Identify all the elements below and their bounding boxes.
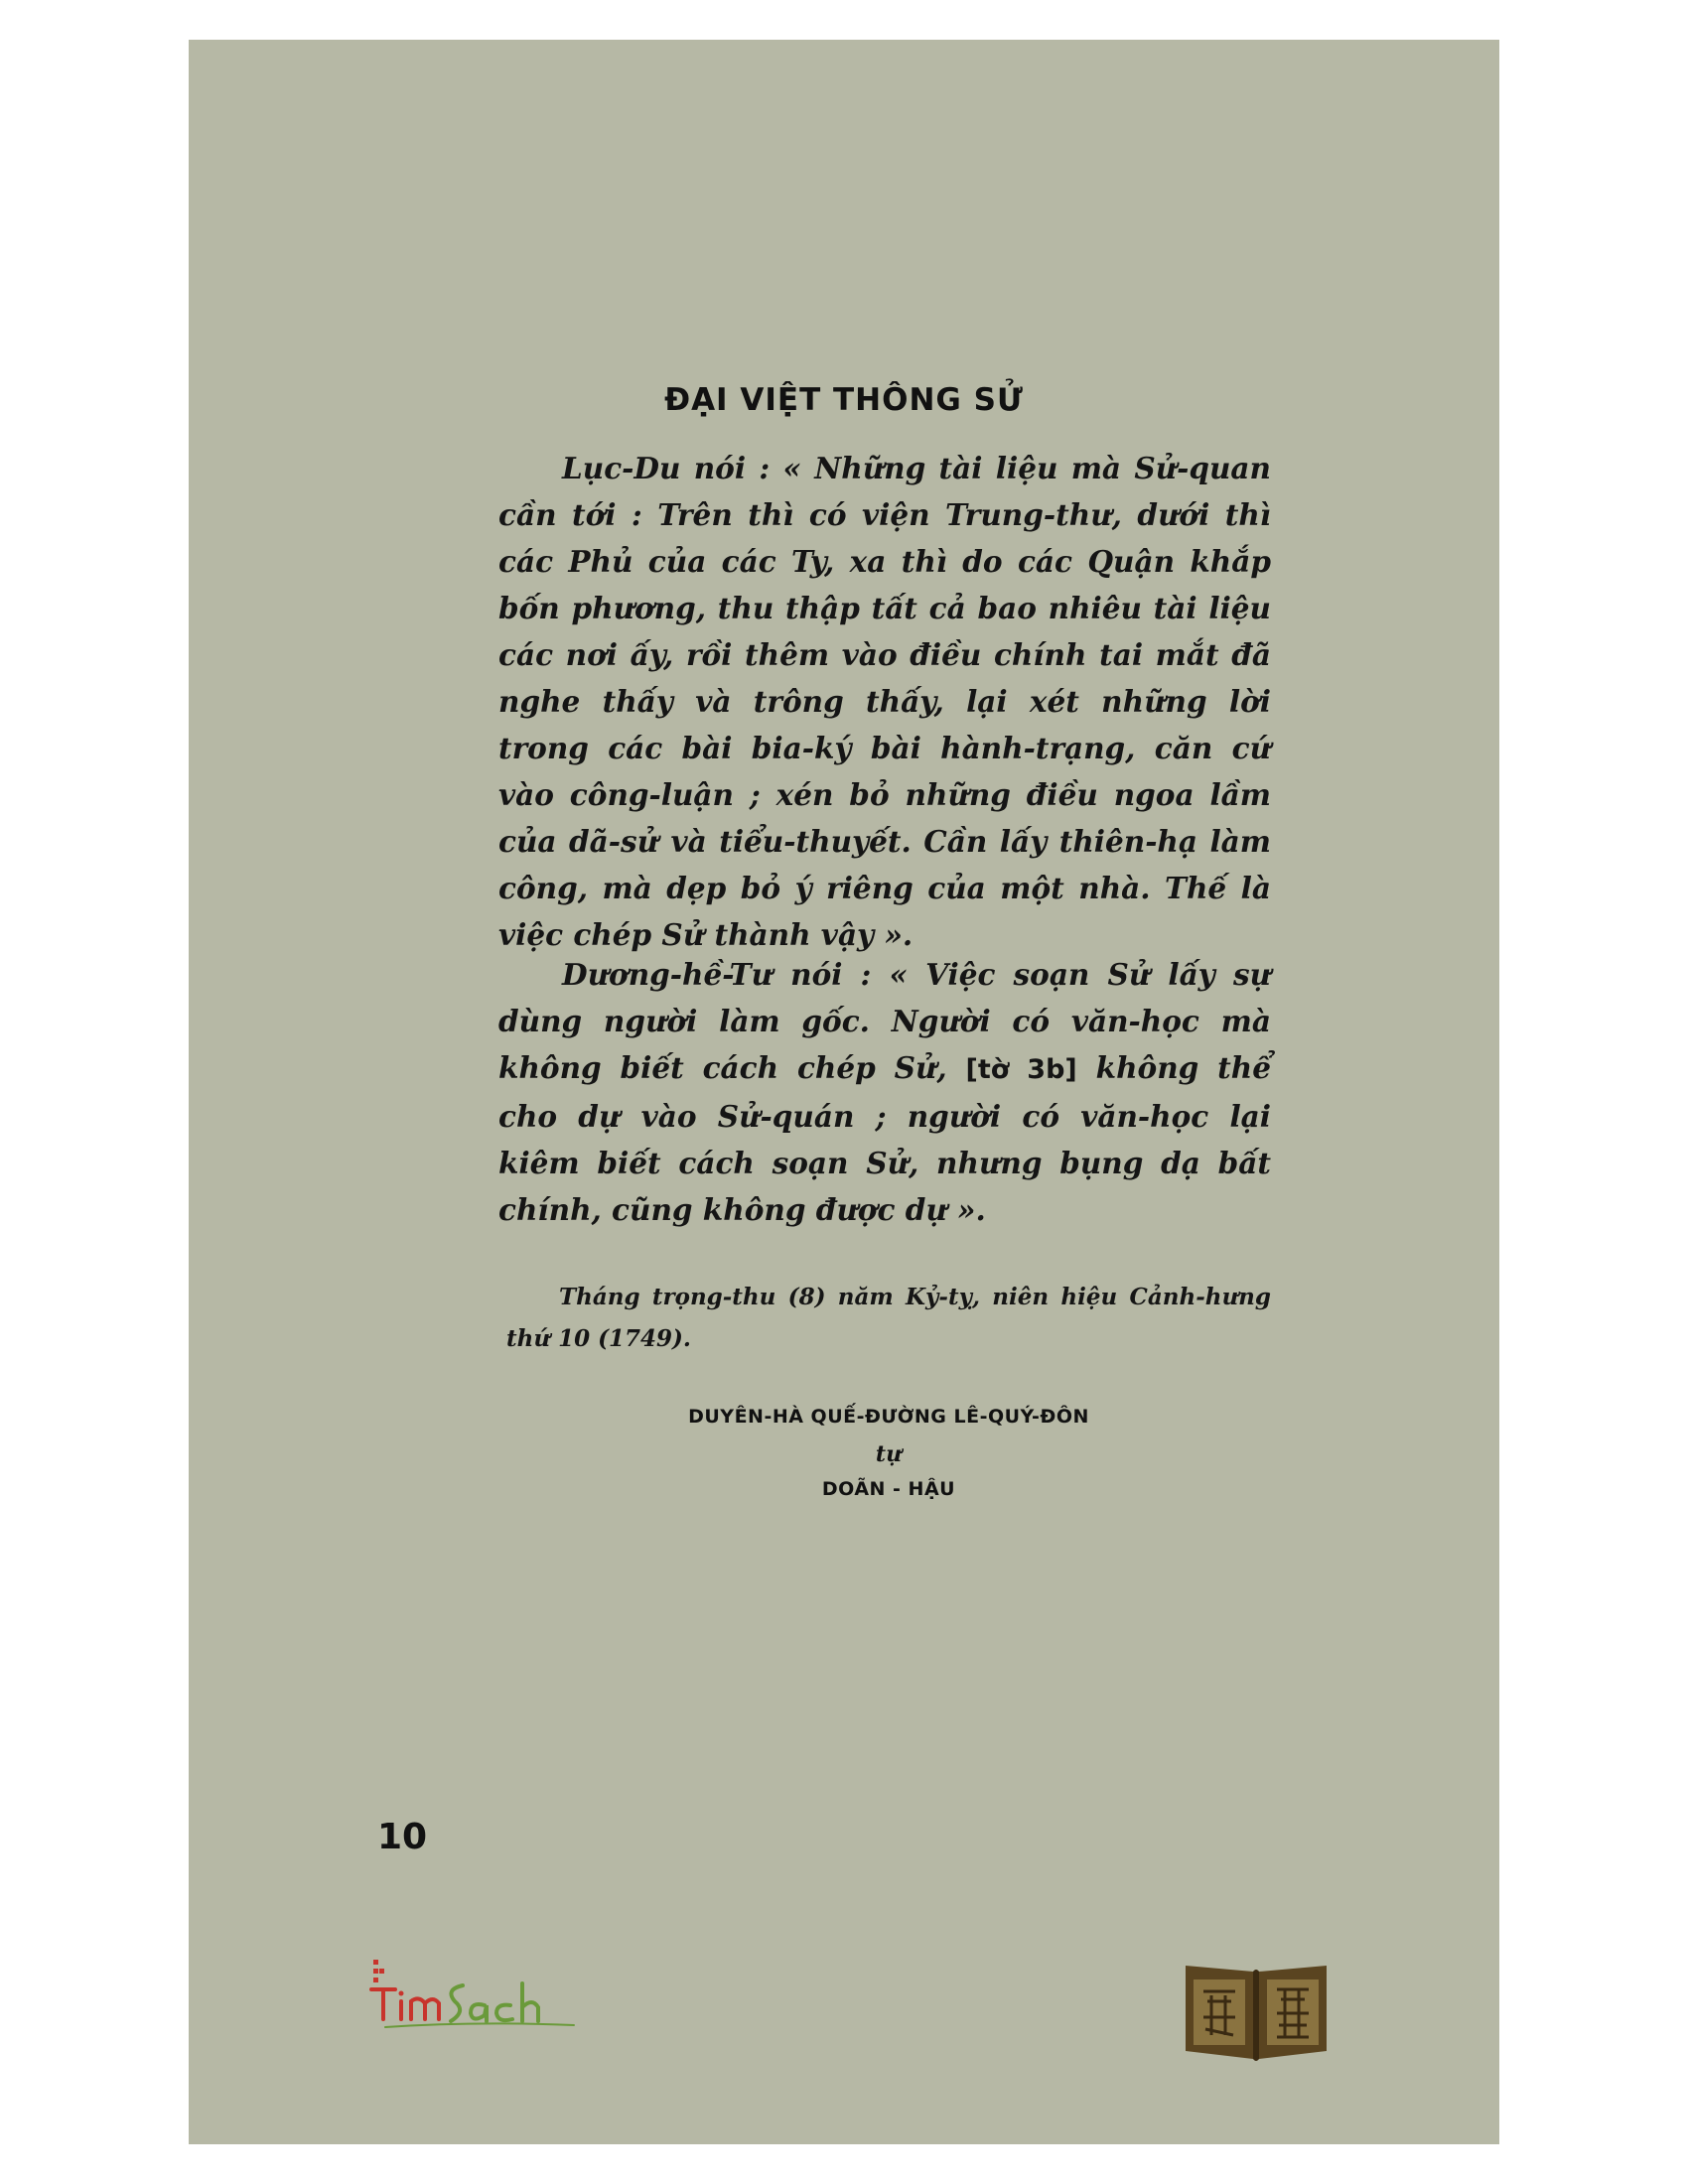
signature-word: tự	[875, 1441, 903, 1467]
running-head: ĐẠI VIỆT THÔNG SỬ	[664, 382, 1024, 418]
paragraph-luc-du	[498, 445, 1271, 958]
book-page	[189, 40, 1499, 2144]
page-number: 10	[377, 1817, 428, 1857]
paragraph-text: Lục-Du nói : « Những tài liệu mà Sử-quan cần tới : Trên thì có viện Trung-thư, dưới thì các Phủ của các Ty, xa thì do các Quận khắp bốn phương, thu thập tất cả bao nhiêu tài liệu các nơi ấy, rồi thêm vào điều chính tai mắt đã nghe thấy và trông thấy, lại xét những lời trong các bài bia-ký bài hành-trạng, căn cứ vào công-luận ; xén bỏ những điều ngoa lầm của dã-sử và tiểu-thuyết. Cần lấy thiên-hạ làm công, mà dẹp bỏ ý riêng của một nhà. Thế là việc chép Sử thành vậy ».	[498, 451, 1271, 952]
folio-reference: [tờ 3b]	[965, 1054, 1077, 1085]
paragraph-text-after: không thể cho dự vào Sử-quán ; người có văn-học lại kiêm biết cách soạn Sử, nhưng bụng dạ bất chính, cũng không được dự ».	[498, 1050, 1271, 1227]
paragraph-text-before: Dương-hề-Tư nói : « Việc soạn Sử lấy sự dùng người làm gốc. Người có văn-học mà không biết cách chép Sử,	[498, 957, 1271, 1085]
paragraph-text	[498, 951, 1271, 1233]
signature-honoree: DOÃN - HẬU	[821, 1478, 956, 1500]
tim-sach-logo	[365, 1946, 584, 2035]
paragraph-duong-he-tu	[498, 951, 1271, 1233]
dateline	[506, 1277, 1271, 1360]
dateline-text: Tháng trọng-thu (8) năm Kỷ-tỵ, niên hiệu Cảnh-hưng thứ 10 (1749).	[506, 1284, 1271, 1352]
signature-author: DUYÊN-HÀ QUẾ-ĐƯỜNG LÊ-QUÝ-ĐÔN	[688, 1406, 1089, 1428]
open-book-logo	[1182, 1956, 1331, 2065]
